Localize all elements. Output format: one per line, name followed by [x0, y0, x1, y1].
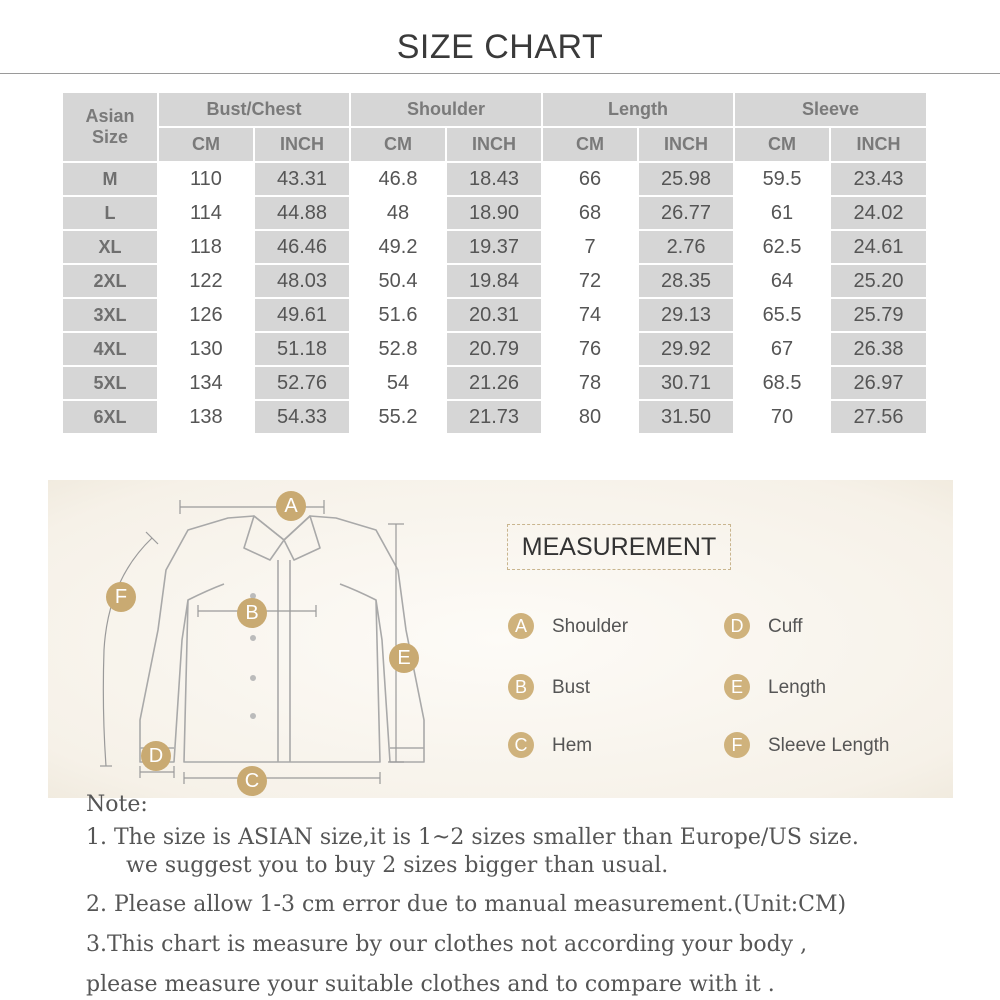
value-cell: 25.79 [830, 298, 927, 332]
value-cell: 68.5 [734, 366, 830, 400]
table-row [62, 230, 927, 264]
group-header-sleeve: Sleeve [734, 92, 927, 127]
value-cell: 80 [542, 400, 638, 434]
legend-label: Shoulder [552, 616, 629, 637]
value-cell: 2.76 [638, 230, 734, 264]
value-cell: 70 [734, 400, 830, 434]
value-cell: 52.8 [350, 332, 446, 366]
value-cell: 126 [158, 298, 254, 332]
value-cell: 30.71 [638, 366, 734, 400]
value-cell: 7 [542, 230, 638, 264]
value-cell: 20.31 [446, 298, 542, 332]
value-cell: 25.20 [830, 264, 927, 298]
value-cell: 29.92 [638, 332, 734, 366]
value-cell: 114 [158, 196, 254, 230]
marker-d: D [141, 741, 171, 771]
unit-header: CM [542, 127, 638, 162]
value-cell: 61 [734, 196, 830, 230]
value-cell: 68 [542, 196, 638, 230]
value-cell: 46.8 [350, 162, 446, 196]
button-dot [250, 635, 256, 641]
table-row [62, 332, 927, 366]
size-cell: L [62, 196, 158, 230]
button-dot [250, 713, 256, 719]
value-cell: 67 [734, 332, 830, 366]
value-cell: 26.97 [830, 366, 927, 400]
value-cell: 20.79 [446, 332, 542, 366]
value-cell: 24.02 [830, 196, 927, 230]
value-cell: 76 [542, 332, 638, 366]
value-cell: 59.5 [734, 162, 830, 196]
table-row [62, 196, 927, 230]
note-line: please measure your suitable clothes and to compare with it . [86, 972, 775, 997]
value-cell: 48 [350, 196, 446, 230]
value-cell: 18.43 [446, 162, 542, 196]
group-header-length: Length [542, 92, 734, 127]
marker-a: A [276, 491, 306, 521]
size-cell: XL [62, 230, 158, 264]
group-header-shoulder: Shoulder [350, 92, 542, 127]
value-cell: 74 [542, 298, 638, 332]
value-cell: 50.4 [350, 264, 446, 298]
value-cell: 21.26 [446, 366, 542, 400]
value-cell: 51.18 [254, 332, 350, 366]
legend-label: Bust [552, 677, 591, 698]
value-cell: 44.88 [254, 196, 350, 230]
table-row [62, 162, 927, 196]
value-cell: 21.73 [446, 400, 542, 434]
size-cell: 2XL [62, 264, 158, 298]
legend-badge: A [508, 613, 534, 639]
size-table [61, 91, 928, 435]
legend-label: Hem [552, 735, 593, 756]
note-line: we suggest you to buy 2 sizes bigger than usual. [126, 853, 669, 878]
unit-header: CM [158, 127, 254, 162]
value-cell: 54.33 [254, 400, 350, 434]
unit-header: INCH [830, 127, 927, 162]
value-cell: 110 [158, 162, 254, 196]
value-cell: 27.56 [830, 400, 927, 434]
unit-header: CM [734, 127, 830, 162]
value-cell: 23.43 [830, 162, 927, 196]
notes-heading: Note: [86, 792, 148, 817]
marker-c: C [237, 766, 267, 796]
unit-header: INCH [638, 127, 734, 162]
value-cell: 24.61 [830, 230, 927, 264]
title-divider [0, 73, 1000, 74]
legend-badge: D [724, 613, 750, 639]
value-cell: 49.61 [254, 298, 350, 332]
note-line: 2. Please allow 1-3 cm error due to manual measurement.(Unit:CM) [86, 892, 847, 917]
value-cell: 54 [350, 366, 446, 400]
value-cell: 49.2 [350, 230, 446, 264]
value-cell: 43.31 [254, 162, 350, 196]
shirt-diagram [48, 480, 468, 800]
value-cell: 78 [542, 366, 638, 400]
value-cell: 25.98 [638, 162, 734, 196]
unit-header: INCH [254, 127, 350, 162]
value-cell: 26.38 [830, 332, 927, 366]
legend-badge: C [508, 732, 534, 758]
size-cell: 3XL [62, 298, 158, 332]
value-cell: 52.76 [254, 366, 350, 400]
legend-label: Sleeve Length [768, 735, 890, 756]
value-cell: 130 [158, 332, 254, 366]
size-cell: 6XL [62, 400, 158, 434]
value-cell: 29.13 [638, 298, 734, 332]
size-cell: M [62, 162, 158, 196]
value-cell: 19.37 [446, 230, 542, 264]
marker-f: F [106, 582, 136, 612]
value-cell: 134 [158, 366, 254, 400]
marker-b: B [237, 598, 267, 628]
legend-badge: B [508, 674, 534, 700]
value-cell: 19.84 [446, 264, 542, 298]
legend-badge: F [724, 732, 750, 758]
value-cell: 46.46 [254, 230, 350, 264]
value-cell: 65.5 [734, 298, 830, 332]
marker-e: E [389, 643, 419, 673]
size-cell: 4XL [62, 332, 158, 366]
value-cell: 51.6 [350, 298, 446, 332]
table-row [62, 400, 927, 434]
group-header-bust: Bust/Chest [158, 92, 350, 127]
button-dot [250, 675, 256, 681]
legend-badge: E [724, 674, 750, 700]
unit-header: CM [350, 127, 446, 162]
table-row [62, 366, 927, 400]
value-cell: 66 [542, 162, 638, 196]
measurement-heading: MEASUREMENT [507, 524, 731, 570]
value-cell: 64 [734, 264, 830, 298]
legend-label: Cuff [768, 616, 803, 637]
value-cell: 18.90 [446, 196, 542, 230]
value-cell: 118 [158, 230, 254, 264]
size-header: Asian Size [62, 92, 158, 162]
note-line: 3.This chart is measure by our clothes not according your body , [86, 932, 808, 957]
size-cell: 5XL [62, 366, 158, 400]
page-title: SIZE CHART [396, 28, 604, 66]
value-cell: 55.2 [350, 400, 446, 434]
table-row [62, 264, 927, 298]
note-line: 1. The size is ASIAN size,it is 1~2 sizes smaller than Europe/US size. [86, 825, 859, 850]
table-row [62, 298, 927, 332]
value-cell: 138 [158, 400, 254, 434]
legend-label: Length [768, 677, 827, 698]
value-cell: 62.5 [734, 230, 830, 264]
value-cell: 26.77 [638, 196, 734, 230]
value-cell: 72 [542, 264, 638, 298]
value-cell: 48.03 [254, 264, 350, 298]
value-cell: 31.50 [638, 400, 734, 434]
unit-header: INCH [446, 127, 542, 162]
value-cell: 28.35 [638, 264, 734, 298]
value-cell: 122 [158, 264, 254, 298]
